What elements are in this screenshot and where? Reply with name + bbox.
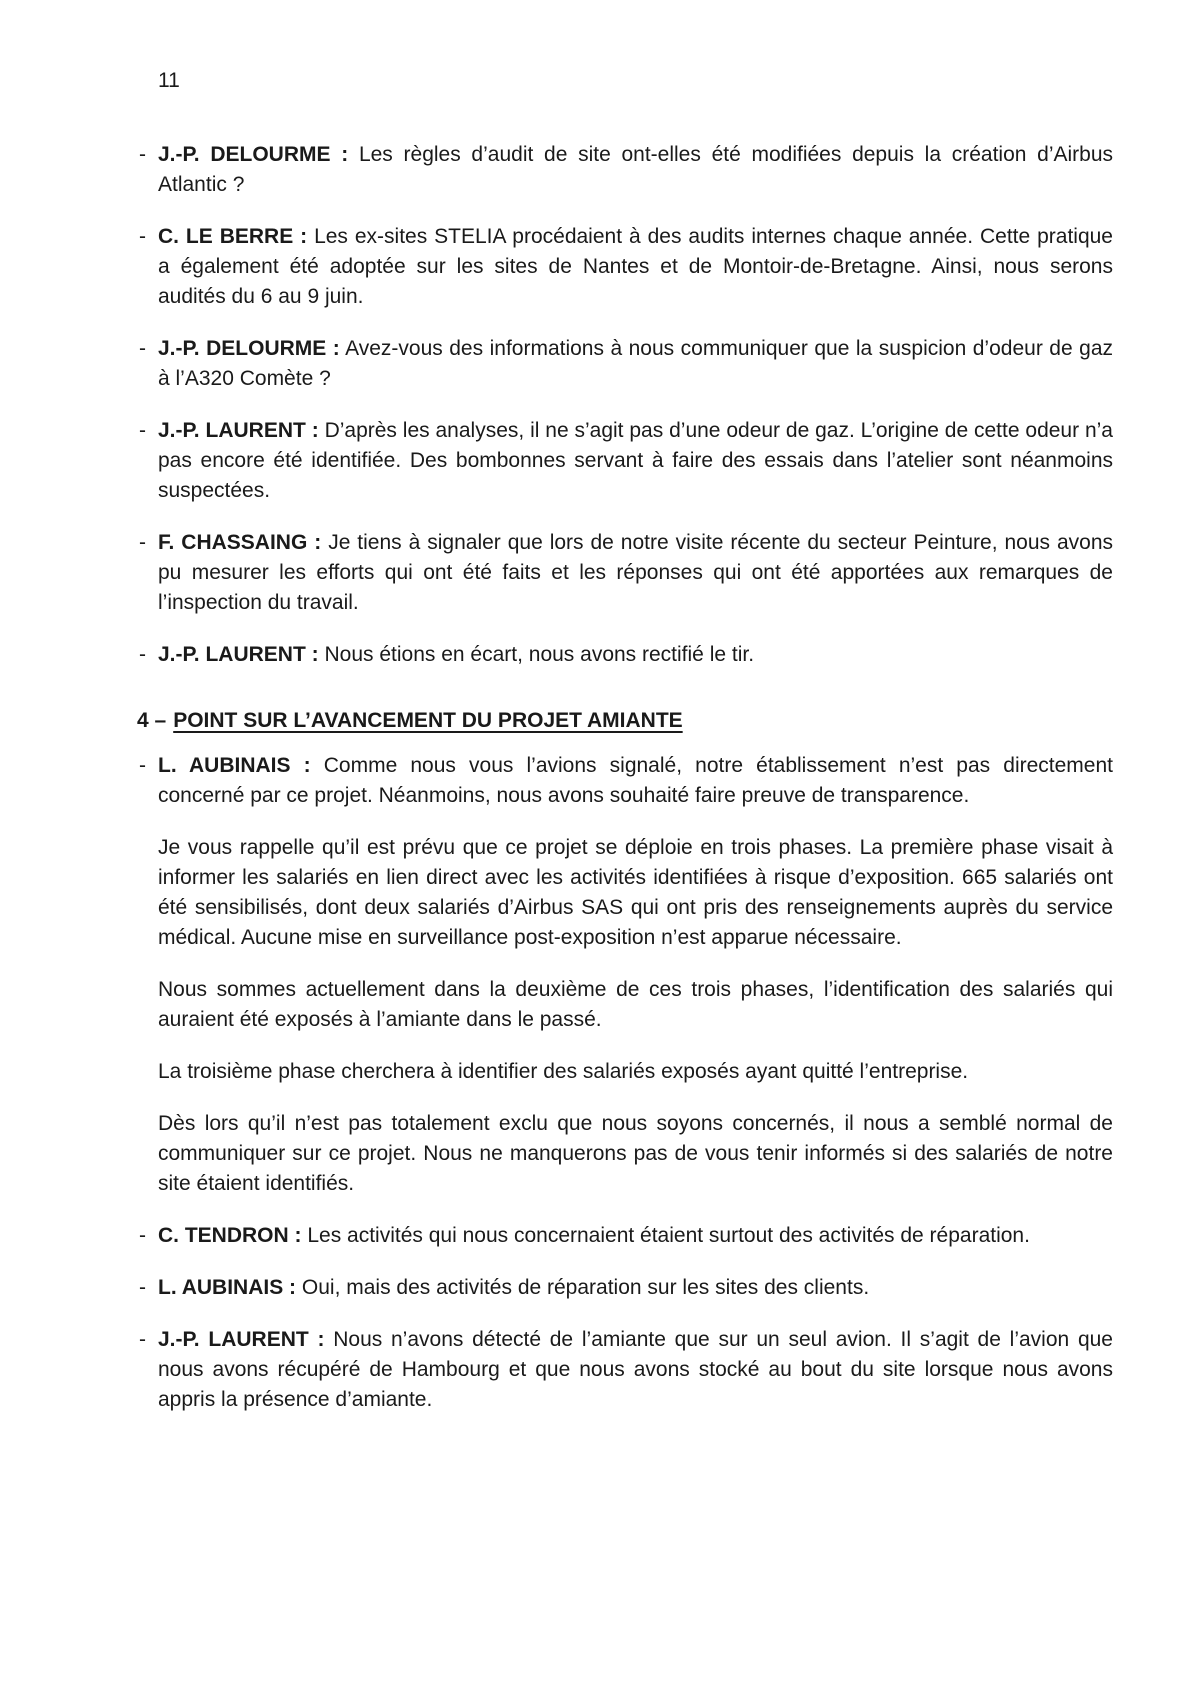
bullet-dash: - (139, 225, 146, 248)
bullet-dash: - (139, 143, 146, 166)
speech-paragraph (158, 528, 1113, 618)
speech-text: Nous étions en écart, nous avons rectifié le tir. (324, 643, 755, 666)
speech-list-section4 (137, 751, 1113, 1415)
speech-paragraph (158, 1221, 1113, 1251)
speech-paragraph (158, 140, 1113, 200)
speech-item (137, 640, 1113, 670)
section-number: 4 – (137, 709, 167, 732)
speech-item (137, 528, 1113, 618)
speaker-name: F. CHASSAING : (158, 531, 322, 554)
speaker-name: L. AUBINAIS : (158, 1276, 297, 1299)
speech-text: Les règles d’audit de site ont-elles été modifiées depuis la création d’Airbus Atlantic ? (158, 143, 1114, 196)
speech-text: D’après les analyses, il ne s’agit pas d’une odeur de gaz. L’origine de cette odeur n’a pas encore été identifiée. Des bombonnes servant à faire des essais dans l’atelier sont néanmoins suspectées. (158, 419, 1113, 502)
bullet-dash: - (139, 337, 146, 360)
speech-text: Les activités qui nous concernaient étaient surtout des activités de réparation. (307, 1224, 1030, 1247)
bullet-dash: - (139, 1224, 146, 1247)
speaker-name: J.-P. DELOURME : (158, 337, 340, 360)
speaker-name: J.-P. LAURENT : (158, 643, 319, 666)
speaker-name: C. LE BERRE : (158, 225, 308, 248)
continuation-paragraph: Dès lors qu’il n’est pas totalement exclu que nous soyons concernés, il nous a semblé normal de communiquer sur ce projet. Nous ne manquerons pas de vous tenir informés si des salariés de notre site étaient identifiés. (158, 1112, 1113, 1195)
speech-paragraph (158, 1273, 1113, 1303)
speaker-name: J.-P. LAURENT : (158, 1328, 325, 1351)
section-title: POINT SUR L’AVANCEMENT DU PROJET AMIANTE (173, 709, 683, 732)
continuation-paragraph: La troisième phase cherchera à identifier des salariés exposés ayant quitté l’entreprise. (158, 1060, 969, 1083)
speech-paragraph (158, 222, 1113, 312)
continuation-paragraph: Je vous rappelle qu’il est prévu que ce projet se déploie en trois phases. La première phase visait à informer les salariés en lien direct avec les activités identifiées à risque d’exposition. 665 salariés ont été sensibilisés, dont deux salariés d’Airbus SAS qui ont pris des renseignements auprès du service médical. Aucune mise en surveillance post-exposition n’est apparue nécessaire. (158, 836, 1113, 949)
speech-text: Oui, mais des activités de réparation sur les sites des clients. (301, 1276, 870, 1299)
speech-item (137, 222, 1113, 312)
speech-paragraph (158, 334, 1113, 394)
bullet-dash: - (139, 531, 146, 554)
speaker-name: J.-P. LAURENT : (158, 419, 319, 442)
speaker-name: L. AUBINAIS : (158, 754, 311, 777)
speech-text: Je tiens à signaler que lors de notre visite récente du secteur Peinture, nous avons pu mesurer les efforts qui ont été faits et les réponses qui ont été apportées aux remarques de l’inspection du travail. (158, 531, 1113, 614)
bullet-dash: - (139, 419, 146, 442)
page-number: 11 (158, 69, 180, 92)
section-heading (137, 706, 1113, 736)
speech-text: Les ex-sites STELIA procédaient à des audits internes chaque année. Cette pratique a également été adoptée sur les sites de Nantes et de Montoir-de-Bretagne. Ainsi, nous serons audités du 6 au 9 juin. (158, 225, 1113, 308)
speech-paragraph (158, 640, 1113, 670)
bullet-dash: - (139, 1328, 146, 1351)
speech-item (137, 1221, 1113, 1251)
speaker-name: J.-P. DELOURME : (158, 143, 349, 166)
speech-item (137, 1273, 1113, 1303)
speech-item (137, 751, 1113, 1199)
speech-item (137, 1325, 1113, 1415)
speech-list-top (137, 140, 1113, 670)
bullet-dash: - (139, 1276, 146, 1299)
bullet-dash: - (139, 643, 146, 666)
speech-item (137, 140, 1113, 200)
speech-item (137, 334, 1113, 394)
speech-text: Nous n’avons détecté de l’amiante que sur un seul avion. Il s’agit de l’avion que nous avons récupéré de Hambourg et que nous avons stocké au bout du site lorsque nous avons appris la présence d’amiante. (158, 1328, 1113, 1411)
speech-paragraph (158, 1325, 1113, 1415)
speech-text: Comme nous vous l’avions signalé, notre établissement n’est pas directement concerné par ce projet. Néanmoins, nous avons souhaité faire preuve de transparence. (158, 754, 1113, 807)
bullet-dash: - (139, 754, 146, 777)
speech-item (137, 416, 1113, 506)
speech-paragraph (158, 751, 1113, 811)
speech-text: Avez-vous des informations à nous communiquer que la suspicion d’odeur de gaz à l’A320 Comète ? (158, 337, 1113, 390)
speaker-name: C. TENDRON : (158, 1224, 302, 1247)
continuation-paragraph: Nous sommes actuellement dans la deuxième de ces trois phases, l’identification des salariés qui auraient été exposés à l’amiante dans le passé. (158, 978, 1113, 1031)
speech-paragraph (158, 416, 1113, 506)
